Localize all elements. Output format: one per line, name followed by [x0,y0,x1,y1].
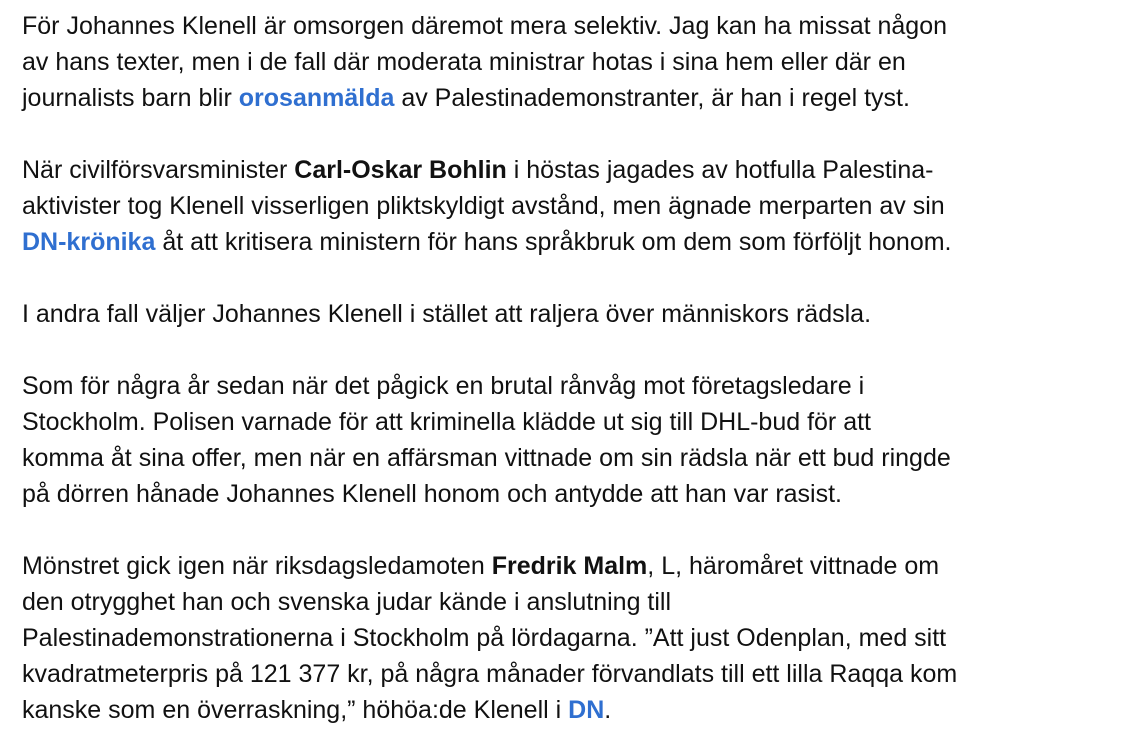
text-span: journalists barn blir [22,84,239,112]
text-line [22,620,1112,656]
paragraph [22,152,1112,260]
paragraph [22,368,1112,512]
text-span: av Palestinademonstranter, är han i regel tyst. [394,84,910,112]
text-line [22,368,1112,404]
text-line [22,44,1112,80]
text-span: . [604,696,612,724]
text-line [22,152,1112,188]
text-span: aktivister tog Klenell visserligen pliktskyldigt avstånd, men ägnade merparten av sin [22,192,945,220]
text-span: Palestinademonstrationerna i Stockholm på lördagarna. ”Att just Odenplan, med sitt [22,624,947,652]
text-span: på dörren hånade Johannes Klenell honom och antydde att han var rasist. [22,480,842,508]
text-span: komma åt sina offer, men när en affärsman vittnade om sin rädsla när ett bud ringde [22,444,951,472]
text-line [22,188,1112,224]
paragraph [22,296,1112,332]
article-body [22,8,1112,728]
text-span: Som för några år sedan när det pågick en brutal rånvåg mot företagsledare i [22,372,865,400]
text-span: Stockholm. Polisen varnade för att kriminella klädde ut sig till DHL-bud för att [22,408,871,436]
paragraph [22,548,1112,728]
text-line [22,404,1112,440]
text-line [22,548,1112,584]
text-span: kanske som en överraskning,” höhöa:de Klenell i [22,696,569,724]
text-line [22,584,1112,620]
paragraph [22,8,1112,116]
text-line [22,476,1112,512]
bold-name: Carl-Oskar Bohlin [294,156,507,184]
text-line [22,224,1112,260]
link-orosanmalda[interactable]: orosanmälda [238,84,395,112]
link-dn[interactable]: DN [568,696,605,724]
text-line [22,296,1112,332]
text-span: Mönstret gick igen när riksdagsledamoten [22,552,492,580]
bold-name: Fredrik Malm [491,552,648,580]
text-span: I andra fall väljer Johannes Klenell i stället att raljera över människors rädsla. [22,300,872,328]
text-line [22,656,1112,692]
text-span: , L, häromåret vittnade om [647,552,940,580]
text-span: den otrygghet han och svenska judar kände i anslutning till [22,588,672,616]
text-line [22,8,1112,44]
text-line [22,80,1112,116]
text-line [22,692,1112,728]
text-span: i höstas jagades av hotfulla Palestina- [506,156,934,184]
text-span: När civilförsvarsminister [22,156,295,184]
text-span: kvadratmeterpris på 121 377 kr, på några månader förvandlats till ett lilla Raqqa kom [22,660,958,688]
text-span: åt att kritisera ministern för hans språkbruk om dem som förföljt honom. [155,228,952,256]
link-dn-kronika[interactable]: DN-krönika [22,228,156,256]
text-span: av hans texter, men i de fall där moderata ministrar hotas i sina hem eller där en [22,48,906,76]
text-span: För Johannes Klenell är omsorgen däremot mera selektiv. Jag kan ha missat någon [22,12,948,40]
text-line [22,440,1112,476]
